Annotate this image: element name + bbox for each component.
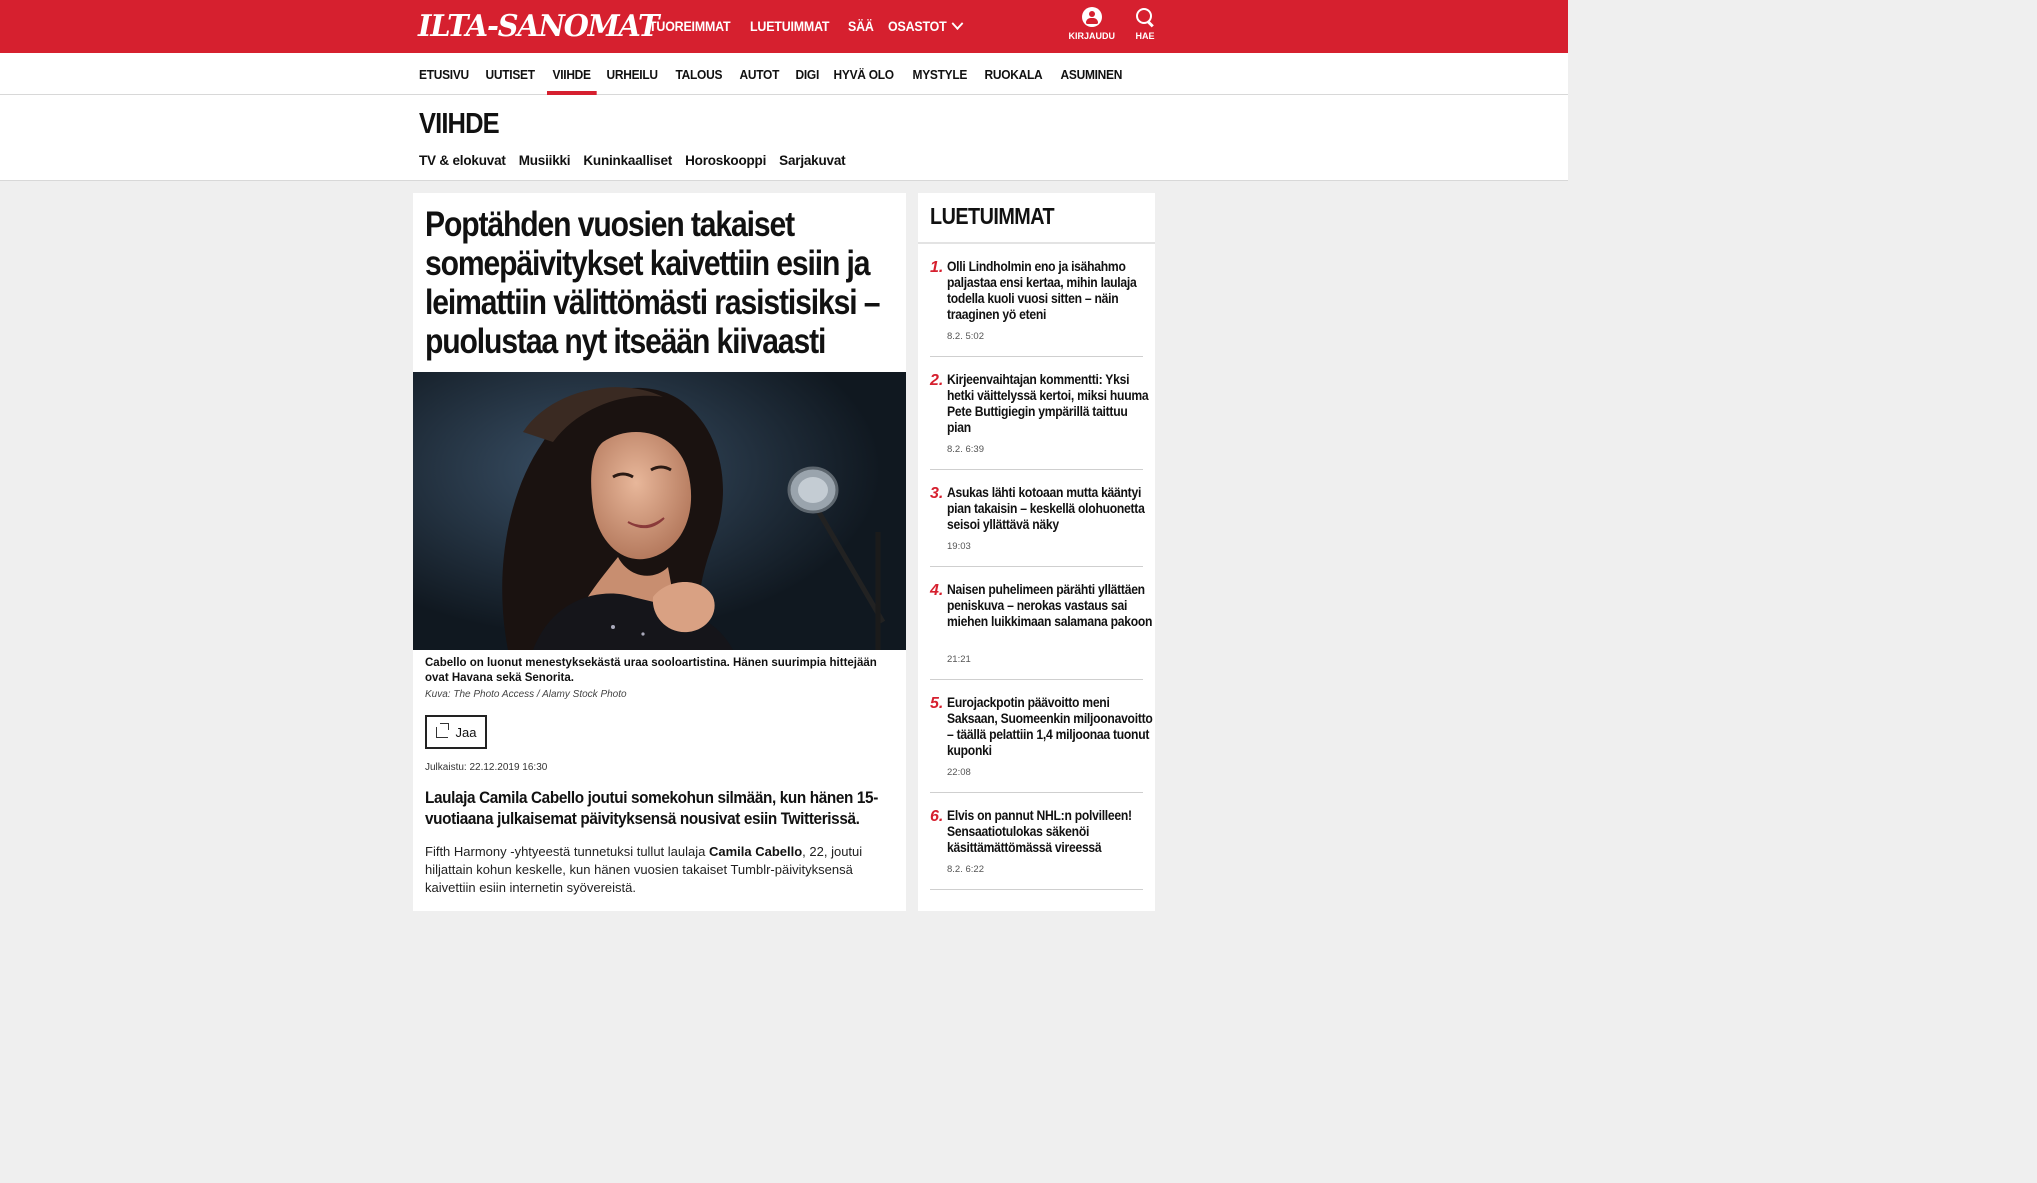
article-card <box>413 193 906 911</box>
most-read-item[interactable] <box>930 485 1143 567</box>
item-number: 2. <box>930 372 944 389</box>
section-digi[interactable]: DIGI <box>795 66 819 82</box>
category-title: VIIHDE <box>419 108 499 140</box>
singer-photo-illustration <box>413 372 906 650</box>
top-nav-tuoreimmat[interactable]: TUOREIMMAT <box>649 19 731 34</box>
item-number: 5. <box>930 695 944 712</box>
item-time: 8.2. 6:22 <box>947 864 984 875</box>
most-read-item[interactable] <box>930 695 1153 793</box>
item-title: Asukas lähti kotoaan mutta kääntyi pian takaisin – keskellä olohuonetta seisoi yllättävä näky <box>947 485 1145 532</box>
published-date: Julkaistu: 22.12.2019 16:30 <box>425 762 548 773</box>
section-nav <box>0 53 1568 95</box>
top-tools <box>1068 7 1155 41</box>
sidebar-title: LUETUIMMAT <box>930 203 1055 229</box>
item-title: Elvis on pannut NHL:n polvilleen! Sensaatiotulokas säkenöi käsittämättömässä vireessä <box>947 808 1132 855</box>
body-text-post: , 22, joutui hiljattain kohun keskelle, kun hänen vuosien takaiset Tumblr-päivityksensä kaivettiin esiin internetin syövereistä. <box>425 844 863 895</box>
item-number: 3. <box>930 485 944 502</box>
body-text-bold: Camila Cabello <box>708 844 803 859</box>
article-body <box>425 843 890 897</box>
top-nav-luetuimmat[interactable]: LUETUIMMAT <box>749 19 829 34</box>
search-icon <box>1135 7 1155 27</box>
most-read-sidebar <box>918 193 1155 911</box>
section-autot[interactable]: AUTOT <box>739 66 779 82</box>
subnav-musiikki[interactable]: Musiikki <box>518 153 571 168</box>
item-time: 19:03 <box>947 541 971 552</box>
top-nav-osastot-label: OSASTOT <box>887 19 947 34</box>
item-number: 6. <box>930 808 944 825</box>
item-number: 1. <box>930 259 944 276</box>
subnav-tv-elokuvat[interactable]: TV & elokuvat <box>419 153 506 168</box>
most-read-item[interactable] <box>930 582 1153 680</box>
item-time: 8.2. 6:39 <box>947 444 984 455</box>
subnav-horoskooppi[interactable]: Horoskooppi <box>685 153 767 168</box>
search-button[interactable] <box>1135 7 1155 41</box>
top-nav-osastot[interactable] <box>888 19 961 34</box>
login-label: KIRJAUDU <box>1068 31 1115 41</box>
item-time: 8.2. 5:02 <box>947 331 984 342</box>
login-button[interactable] <box>1068 7 1115 41</box>
subnav-kuninkaalliset[interactable]: Kuninkaalliset <box>583 153 673 168</box>
top-bar <box>0 0 1568 53</box>
category-header <box>0 95 1568 181</box>
section-viihde[interactable]: VIIHDE <box>547 53 596 95</box>
body-text-pre: Fifth Harmony -yhtyeestä tunnetuksi tullut laulaja <box>425 844 709 859</box>
search-label: HAE <box>1135 31 1155 41</box>
most-read-item[interactable] <box>930 808 1143 890</box>
item-title: Olli Lindholmin eno ja isähahmo paljastaa ensi kertaa, mihin laulaja todella kuoli vuosi sitten – näin traaginen yö eteni <box>947 259 1137 322</box>
article-headline: Poptähden vuosien takaiset somepäivitykset kaivettiin esiin ja leimattiin välittömästi rasistisiksi – puolustaa nyt itseään kiivaasti <box>425 205 880 361</box>
item-time: 22:08 <box>947 767 971 778</box>
most-read-item[interactable] <box>930 259 1143 357</box>
subnav-sarjakuvat[interactable]: Sarjakuvat <box>779 153 846 168</box>
user-icon <box>1082 7 1102 27</box>
top-nav-saa[interactable]: SÄÄ <box>847 19 874 34</box>
section-mystyle[interactable]: MYSTYLE <box>912 66 967 82</box>
section-talous[interactable]: TALOUS <box>675 66 723 82</box>
article-lead: Laulaja Camila Cabello joutui somekohun silmään, kun hänen 15-vuotiaana julkaisemat päivityksensä nousivat esiin Twitterissä. <box>425 788 878 828</box>
share-label: Jaa <box>455 724 477 740</box>
most-read-item[interactable] <box>930 372 1149 470</box>
sidebar-divider <box>918 242 1155 244</box>
share-button[interactable] <box>425 715 487 749</box>
section-hyva-olo[interactable]: HYVÄ OLO <box>833 66 895 82</box>
category-subnav <box>419 153 845 168</box>
top-nav <box>649 0 979 53</box>
section-asuminen[interactable]: ASUMINEN <box>1060 66 1123 82</box>
site-logo[interactable]: ILTA-SANOMAT <box>418 8 659 44</box>
photo-credit: Kuva: The Photo Access / Alamy Stock Photo <box>425 689 627 700</box>
section-ruokala[interactable]: RUOKALA <box>984 66 1043 82</box>
item-title: Kirjeenvaihtajan kommentti: Yksi hetki väittelyssä kertoi, miksi huuma Pete Buttigiegin ympärillä taittuu pian <box>947 372 1149 435</box>
section-urheilu[interactable]: URHEILU <box>606 66 659 82</box>
section-nav-items <box>419 53 1135 95</box>
item-title: Eurojackpotin päävoitto meni Saksaan, Suomeenkin miljoonavoitto – täällä pelattiin 1,4 miljoonaa tuonut kuponki <box>947 695 1153 758</box>
article-photo[interactable] <box>413 372 906 650</box>
item-time: 21:21 <box>947 654 971 665</box>
item-title: Naisen puhelimeen pärähti yllättäen peniskuva – nerokas vastaus sai miehen luikkimaan salamana pakoon <box>947 582 1153 629</box>
item-number: 4. <box>930 582 944 599</box>
photo-caption: Cabello on luonut menestyksekästä uraa sooloartistina. Hänen suurimpia hittejään ovat Havana sekä Senorita. <box>425 657 877 684</box>
chevron-down-icon <box>951 17 963 30</box>
share-icon <box>436 727 448 738</box>
section-etusivu[interactable]: ETUSIVU <box>419 66 469 82</box>
section-uutiset[interactable]: UUTISET <box>485 66 536 82</box>
